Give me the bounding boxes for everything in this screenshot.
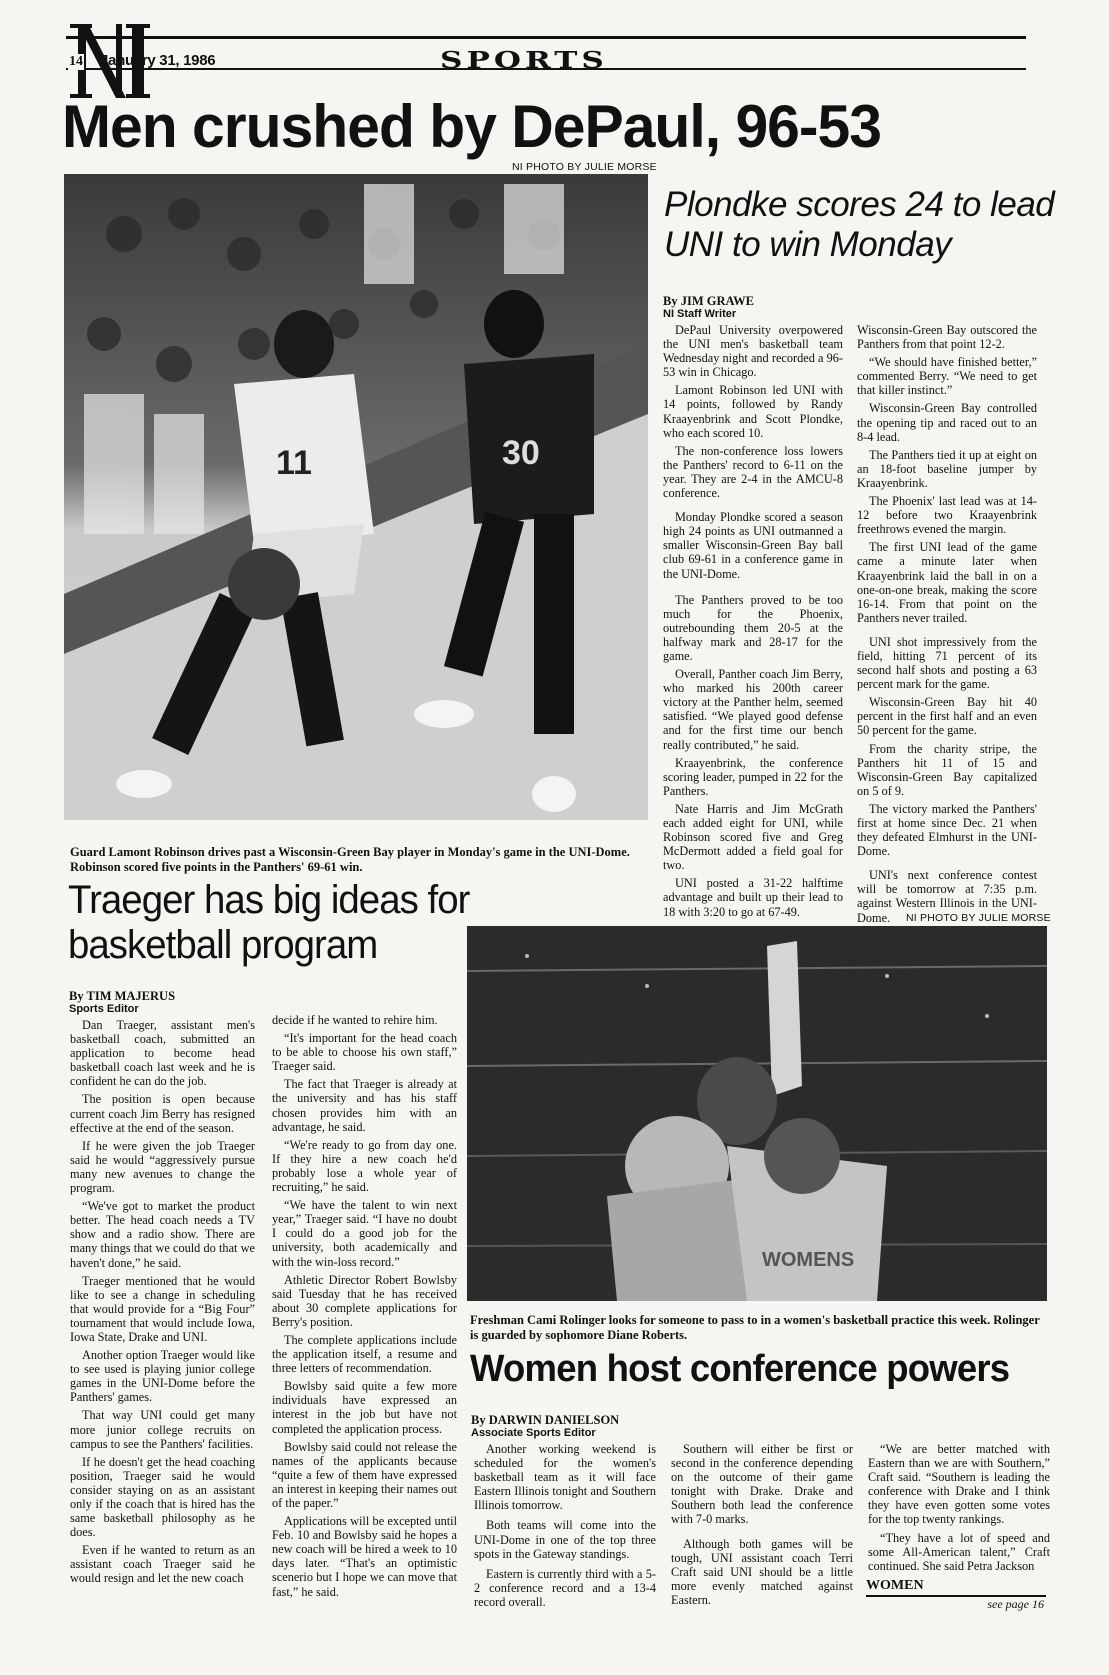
paragraph: UNI posted a 31-22 halftime advantage and built up their lead to 18 with 3:20 to go at 67-49. [663,876,843,919]
paragraph: “We have the talent to win next year,” Traeger said. “I have no doubt I could do a good job for the university, both academically and with the win-loss record.” [272,1198,457,1269]
article3-column-2 [671,1442,853,1611]
paragraph: Lamont Robinson led UNI with 14 points, followed by Randy Kraayenbrink and Scott Plondke, who each scored 10. [663,383,843,440]
paragraph: From the charity stripe, the Panthers hit 11 of 15 and Wisconsin-Green Bay capitalized on 5 of 9. [857,741,1037,798]
paragraph: That way UNI could get many more junior college recruits on campus to see the Panthers' facilities. [70,1408,255,1451]
paragraph: Another working weekend is scheduled for the women's basketball team as it will face Eastern Illinois tonight and Southern Illinois tomorrow. [474,1442,656,1513]
paragraph: “They have a lot of speed and some All-American talent,” Craft continued. She said Petra Jackson [868,1530,1050,1573]
byline-author: By TIM MAJERUS [69,989,176,1003]
article1-subhead: Plondke scores 24 to lead UNI to win Monday [664,185,1055,264]
paragraph: Bowlsby said quite a few more individuals have expressed an interest in the job but have not completed the application process. [272,1379,457,1436]
paragraph: Even if he wanted to return as an assistant coach Traeger said he would resign and let the new coach [70,1543,255,1586]
paragraph: The Panthers proved to be too much for the Phoenix, outrebounding them 20-5 at the halfway mark and 28-17 for the game. [663,592,843,663]
article2-headline: Traeger has big ideas for basketball program [68,878,470,967]
section-title: SPORTS [440,47,608,74]
paragraph: Monday Plondke scored a season high 24 points as UNI outmanned a smaller Wisconsin-Green Bay ball club 69-61 in a conference game in the UNI-Dome. [663,510,843,581]
article3-column-1 [474,1442,656,1613]
paragraph: decide if he wanted to rehire him. [272,1013,438,1027]
paragraph: Southern will either be first or second in the conference depending on the outcome of their game tonight with Drake. Drake and Southern both lead the conference with 7-0 marks. [671,1442,853,1527]
photo-credit-2: NI PHOTO BY JULIE MORSE [906,912,1051,924]
paragraph: Overall, Panther coach Jim Berry, who marked his 200th career victory at the Panther helm, seemed satisfied. “We played good defense and for the first time our bench really contributed,” he said. [663,667,843,752]
article3-byline [471,1414,619,1440]
paragraph: “It's important for the head coach to be able to choose his own staff,” Traeger said. [272,1031,457,1074]
paragraph: “We're ready to go from day one. If they hire a new coach he'd probably lose a whole year of recruiting,” he said. [272,1137,457,1195]
photo-caption-2: Freshman Cami Rolinger looks for someone to pass to in a women's basketball practice this week. Rolinger is guarded by sophomore Diane Roberts. [470,1313,1040,1342]
paragraph: Athletic Director Robert Bowlsby said Tuesday that he has received about 30 complete applications for Berry's position. [272,1272,457,1329]
paragraph: Eastern is currently third with a 5-2 conference record and a 13-4 record overall. [474,1566,656,1609]
paragraph: “We should have finished better,” commented Berry. “We need to get that killer instinct.” [857,355,1037,398]
paragraph: Applications will be excepted until Feb. 10 and Bowlsby said he hopes a new coach will be hired a week to 10 days later. “That's an optimistic scenerio but I hope we can move that fast,” he said. [272,1514,457,1599]
paragraph: Bowlsby said could not release the names of the applicants because “quite a few of them have expressed an interest in keeping their names out of the paper.” [272,1439,457,1510]
paragraph: Kraayenbrink, the conference scoring leader, pumped in 22 for the Panthers. [663,755,843,798]
women-basketball-photo [467,926,1047,1301]
article3-column-3 [868,1442,1050,1577]
article1-byline [663,295,754,321]
byline-author: By JIM GRAWE [663,294,754,308]
byline-author: By DARWIN DANIELSON [471,1413,620,1427]
paragraph: The Panthers tied it up at eight on an 18-foot baseline jumper by Kraayenbrink. [857,447,1037,490]
paragraph: Nate Harris and Jim McGrath each added eight for UNI, while Robinson scored five and Greg McDermott added a field goal for two. [663,801,843,873]
jump-keyword: WOMEN [866,1578,924,1593]
paragraph: The non-conference loss lowers the Panthers' record to 6-11 on the year. They are 2-4 in the AMCU-8 conference. [663,443,843,501]
paragraph: The first UNI lead of the game came a minute later when Kraayenbrink laid the ball in on a one-on-one break, making the score 16-14. From that point on the Panthers never trailed. [857,540,1037,625]
paragraph: Traeger mentioned that he would like to see a change in scheduling that would provide for a “Big Four” tournament that would include Iowa, Iowa State, Drake and UNI. [70,1273,255,1344]
byline-role: NI Staff Writer [663,308,737,320]
article2-byline [69,990,175,1016]
paragraph: Dan Traeger, assistant men's basketball coach, submitted an application to become head basketball coach last week and he is confident he can do the job. [70,1018,255,1089]
main-headline: Men crushed by DePaul, 96-53 [62,93,881,160]
page-number: 14 [69,54,83,69]
paragraph: The position is open because current coach Jim Berry has resigned effective at the end of the season. [70,1092,255,1135]
photo-image-icon [467,926,1047,1301]
paragraph: The victory marked the Panthers' first at home since Dec. 21 when they defeated Elmhurst in the UNI-Dome. [857,801,1037,859]
svg-text:11: 11 [276,444,312,482]
masthead-top-rule [66,36,1026,39]
paragraph: Although both games will be tough, UNI assistant coach Terri Craft said UNI should be a little more evenly matched against Eastern. [671,1536,853,1607]
paragraph: Wisconsin-Green Bay controlled the opening tip and raced out to an 8-4 lead. [857,401,1037,444]
issue-date: January 31, 1986 [100,52,216,69]
svg-text:30: 30 [502,434,540,472]
continued-jump[interactable] [866,1578,1046,1612]
paragraph: “We've got to market the product better. The head coach needs a TV show and a radio show. There are many things that we could do that we haven't done,” he said. [70,1199,255,1270]
paragraph: The complete applications include the application itself, a resume and three letters of recommendation. [272,1332,457,1376]
paragraph: UNI shot impressively from the field, hitting 71 percent of its second half shots and posting a 63 percent mark for the game. [857,634,1037,692]
photo-caption-1: Guard Lamont Robinson drives past a Wisconsin-Green Bay player in Monday's game in the UNI-Dome. Robinson scored five points in the Panthers' 69-61 win. [70,845,630,874]
paragraph: Both teams will come into the UNI-Dome in one of the top three spots in the Gateway standings. [474,1518,656,1561]
paragraph: “We are better matched with Eastern than we are with Southern,” Craft said. “Southern is leading the conference with Drake and I think they have even gotten some votes for the top twenty rankings. [868,1442,1050,1527]
paragraph: Another option Traeger would like to see used is playing junior college games in the UNI-Dome before the Panthers' games. [70,1348,255,1405]
svg-text:WOMENS: WOMENS [762,1249,855,1271]
article2-column-2 [272,1013,457,1603]
paragraph: The fact that Traeger is already at the university and has his staff chosen provides him with an advantage, he said. [272,1077,457,1134]
article1-column-1 [663,323,843,923]
photo-image-icon [64,174,648,820]
byline-role: Sports Editor [69,1003,139,1015]
article2-column-1 [70,1018,255,1590]
article3-headline: Women host conference powers [470,1348,1010,1390]
paragraph: Wisconsin-Green Bay hit 40 percent in the first half and an even 50 percent for the game. [857,695,1037,738]
photo-credit-1: NI PHOTO BY JULIE MORSE [512,161,657,173]
paragraph: UNI's next conference contest will be tomorrow at 7:35 p.m. against Western Illinois in the UNI-Dome. [857,868,1037,925]
paragraph: If he doesn't get the head coaching position, Traeger said he would consider staying on as an assistant only if the coach that is hired has the same basketball philosophy as he does. [70,1454,255,1540]
paragraph: Wisconsin-Green Bay outscored the Panthers from that point 12-2. [857,323,1037,352]
paragraph: The Phoenix' last lead was at 14-12 before two Kraayenbrink freethrows evened the margin. [857,494,1037,537]
article1-column-2 [857,323,1037,929]
paragraph: If he were given the job Traeger said he would “aggressively pursue many new avenues to change the program. [70,1138,255,1196]
byline-role: Associate Sports Editor [471,1427,596,1439]
see-page-link[interactable]: see page 16 [987,1597,1044,1611]
men-basketball-photo [64,174,648,820]
paragraph: DePaul University overpowered the UNI men's basketball team Wednesday night and recorded a 96-53 win in Chicago. [663,323,843,380]
